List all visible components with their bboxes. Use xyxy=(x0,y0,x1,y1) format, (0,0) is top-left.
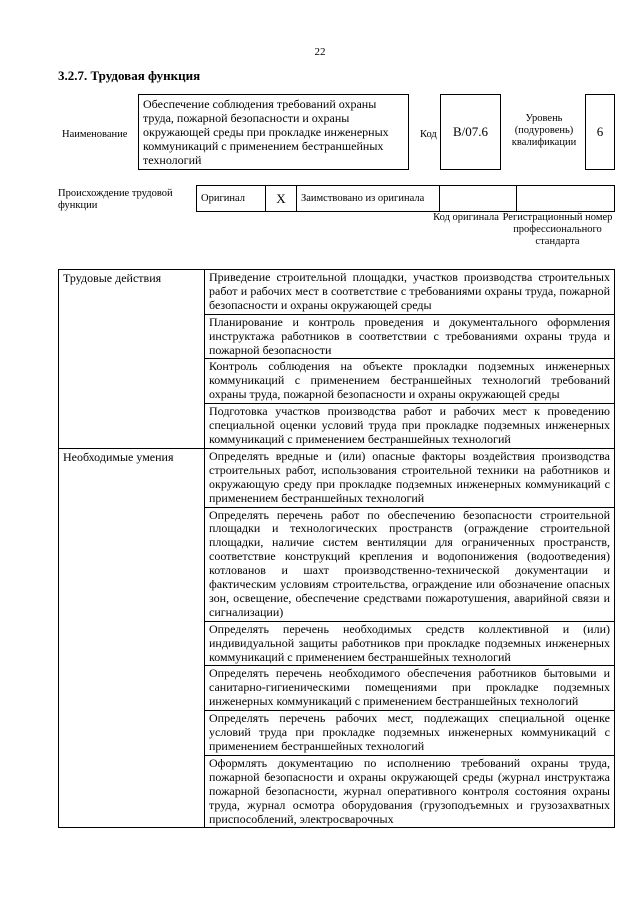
table-cell: Контроль соблюдения на объекте прокладки подземных инженерных коммуникаций с применением бестраншейных технологий требований охраны труда, пожарной безопасности и охраны окружающей среды xyxy=(205,359,615,404)
table-cell: Определять перечень рабочих мест, подлежащих специальной оценке условий труда при прокладке подземных инженерных коммуникаций с применением бестраншейных технологий xyxy=(205,711,615,756)
table-cell: Определять вредные и (или) опасные факторы воздействия производства строительных работ, использования строительной техники на работников и окружающую среду при прокладке подземных инженерных коммуникаций с применением бестраншейных технологий xyxy=(205,448,615,507)
table-cell: Подготовка участков производства работ и рабочих мест к проведению специальной оценки условий труда при прокладке подземных инженерных коммуникаций с применением бестраншейных технологий xyxy=(205,404,615,449)
code-value-box: В/07.6 xyxy=(440,94,501,170)
original-mark-cell xyxy=(266,186,297,212)
section-required-skills xyxy=(59,448,615,828)
function-details-table xyxy=(58,269,615,828)
section-labor-actions xyxy=(59,270,615,449)
original-code-cell xyxy=(440,186,517,212)
section-title-cell: Трудовые действия xyxy=(59,270,205,449)
page-number: 22 xyxy=(314,46,326,58)
table-cell: Определять перечень необходимого обеспечения работников бытовыми и санитарно-гигиеническими помещениями при прокладке подземных инженерных коммуникаций с применением бестраншейных технологий xyxy=(205,666,615,711)
borrowed-cell xyxy=(297,186,440,212)
function-name-box: Обеспечение соблюдения требований охраны труда, пожарной безопасности и охраны окружающей среды при прокладке инженерных коммуникаций с применением бестраншейных технологий xyxy=(138,94,409,170)
section-title-cell: Необходимые умения xyxy=(59,448,205,828)
table-cell: Определять перечень необходимых средств коллективной и (или) индивидуальной защиты работников при прокладке подземных инженерных коммуникаций с применением бестраншейных технологий xyxy=(205,621,615,666)
table-row xyxy=(59,448,615,507)
table-cell: Приведение строительной площадки, участков производства строительных работ и рабочих мест в соответствие с требованиями охраны труда, пожарной безопасности и охраны окружающей среды xyxy=(205,270,615,315)
original-code-caption: Код оригинала xyxy=(433,212,499,223)
original-mark: X xyxy=(276,190,286,206)
reg-number-caption: Регистрационный номер профессионального стандарта xyxy=(502,212,613,247)
section-title: 3.2.7. Трудовая функция xyxy=(58,68,201,83)
original-label: Оригинал xyxy=(201,192,245,204)
level-label: Уровень (подуровень) квалификации xyxy=(511,113,577,148)
table-cell: Оформлять документацию по исполнению требований охраны труда, пожарной безопасности и охраны окружающей среды (журнал инструктажа пожарной безопасности, журнал оперативного контроля состояния охраны труда, журнал осмотра оборудования (грузоподъемных и грузозахватных приспособлений, электросварочных xyxy=(205,755,615,828)
name-label: Наименование xyxy=(62,129,128,140)
table-row xyxy=(59,270,615,315)
reg-number-cell xyxy=(517,186,615,212)
origin-table xyxy=(196,185,615,212)
borrowed-label: Заимствовано из оригинала xyxy=(301,192,425,204)
original-label-cell xyxy=(197,186,266,212)
table-cell: Определять перечень работ по обеспечению безопасности строительной площадки и технологических пространств (ограждение строительной площадки, наличие систем вентиляции для ограниченных пространств, соответствие конструкций крепления и водопонижения (водоотведения) котлованов и шахт производственно-технической документации и фактическим условиям строительства, ограждение или обозначение опасных зон, освещение, обеспечение средствами пожаротушения, аварийной связи и сигнализации) xyxy=(205,507,615,621)
table-cell: Планирование и контроль проведения и документального оформления инструктажа работников в соответствии с требованиями охраны труда и пожарной безопасности xyxy=(205,314,615,359)
level-value-box: 6 xyxy=(585,94,615,170)
code-label: Код xyxy=(420,129,437,140)
origin-label: Происхождение трудовой функции xyxy=(58,188,173,211)
